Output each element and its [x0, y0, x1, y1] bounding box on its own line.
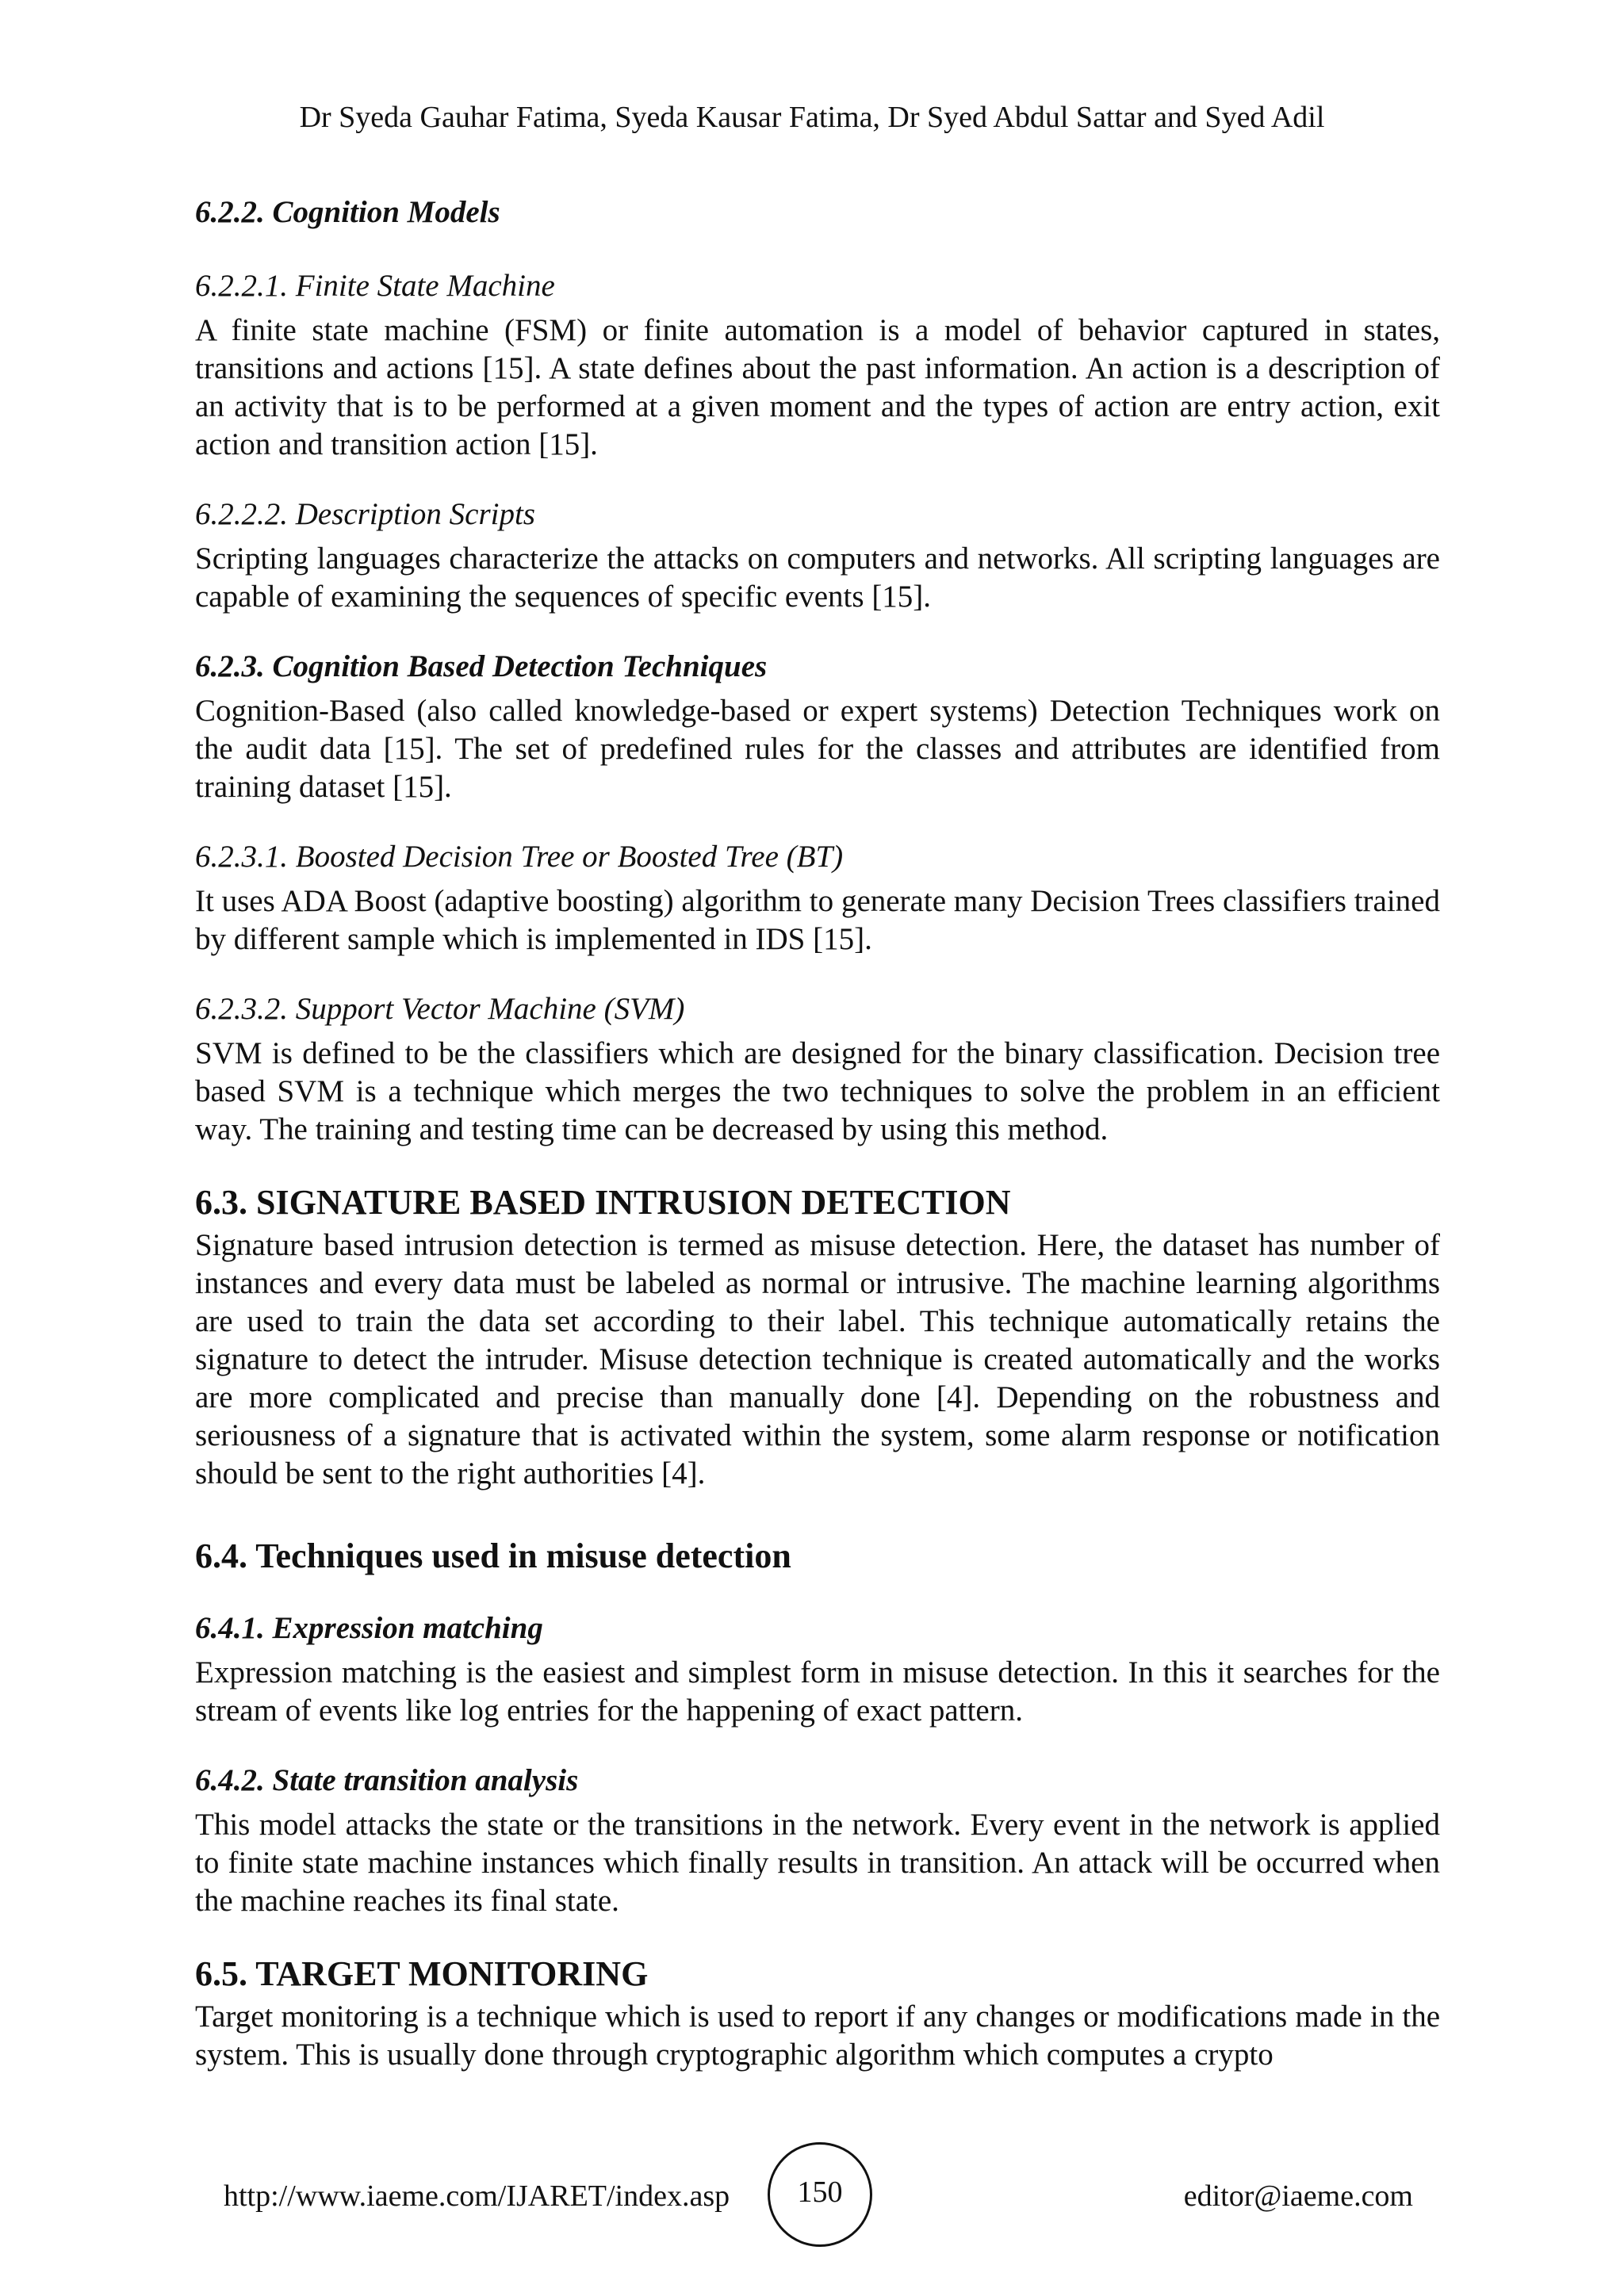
heading-6-4-2: 6.4.2. State transition analysis: [195, 1763, 579, 1797]
heading-6-2-2-2: 6.2.2.2. Description Scripts: [195, 497, 535, 531]
paragraph-cognition-based-detection: Cognition-Based (also called knowledge-based or expert systems) Detection Techniques work on the audit data [15]. The set of predefined rules for the classes and attributes are identified from training dataset [15].: [195, 694, 1440, 804]
page-number-circle: 150: [768, 2142, 872, 2247]
heading-6-5: 6.5. TARGET MONITORING: [195, 1954, 649, 1993]
footer-url-link[interactable]: http://www.iaeme.com/IJARET/index.asp: [224, 2179, 730, 2213]
paragraph-signature-based-detection: Signature based intrusion detection is termed as misuse detection. Here, the dataset has number of instances and every data must be labeled as normal or intrusive. The machine learning algorithms are used to train the data set according to their label. This technique automatically retains the signature to detect the intruder. Misuse detection technique is created automatically and the works are more complicated and precise than manually done [4]. Depending on the robustness and seriousness of a signature that is activated within the system, some alarm response or notification should be sent to the right authorities [4].: [195, 1228, 1440, 1490]
paragraph-target-monitoring: Target monitoring is a technique which is used to report if any changes or modifications made in the system. This is usually done through cryptographic algorithm which computes a crypto: [195, 1999, 1440, 2072]
heading-6-2-2-1: 6.2.2.1. Finite State Machine: [195, 269, 555, 303]
footer-email-link[interactable]: editor@iaeme.com: [1183, 2179, 1413, 2213]
heading-6-4: 6.4. Techniques used in misuse detection: [195, 1536, 791, 1575]
paragraph-svm: SVM is defined to be the classifiers which are designed for the binary classification. Decision tree based SVM is a technique which merges the two techniques to solve the problem in an efficient way. The training and testing time can be decreased by using this method.: [195, 1036, 1440, 1146]
paragraph-description-scripts: Scripting languages characterize the attacks on computers and networks. All scripting languages are capable of examining the sequences of specific events [15].: [195, 541, 1440, 614]
heading-6-2-3-2: 6.2.3.2. Support Vector Machine (SVM): [195, 992, 685, 1026]
paragraph-finite-state-machine: A finite state machine (FSM) or finite automation is a model of behavior captured in states, transitions and actions [15]. A state defines about the past information. An action is a description of an activity that is to be performed at a given moment and the types of action are entry action, exit action and transition action [15].: [195, 313, 1440, 461]
page-footer: [0, 2141, 1624, 2252]
page-content: [195, 193, 1440, 2074]
paragraph-boosted-tree: It uses ADA Boost (adaptive boosting) algorithm to generate many Decision Trees classifiers trained by different sample which is implemented in IDS [15].: [195, 884, 1440, 956]
heading-6-3: 6.3. SIGNATURE BASED INTRUSION DETECTION: [195, 1183, 1011, 1222]
running-header-authors: Dr Syeda Gauhar Fatima, Syeda Kausar Fatima, Dr Syed Abdul Sattar and Syed Adil: [299, 101, 1325, 134]
heading-6-2-2: 6.2.2. Cognition Models: [195, 195, 500, 229]
paragraph-state-transition-analysis: This model attacks the state or the transitions in the network. Every event in the network is applied to finite state machine instances which finally results in transition. An attack will be occurred when the machine reaches its final state.: [195, 1808, 1440, 1918]
paragraph-expression-matching: Expression matching is the easiest and simplest form in misuse detection. In this it searches for the stream of events like log entries for the happening of exact pattern.: [195, 1655, 1440, 1728]
heading-6-2-3-1: 6.2.3.1. Boosted Decision Tree or Boosted Tree (BT): [195, 840, 844, 874]
heading-6-2-3: 6.2.3. Cognition Based Detection Techniques: [195, 649, 768, 683]
heading-6-4-1: 6.4.1. Expression matching: [195, 1611, 543, 1645]
